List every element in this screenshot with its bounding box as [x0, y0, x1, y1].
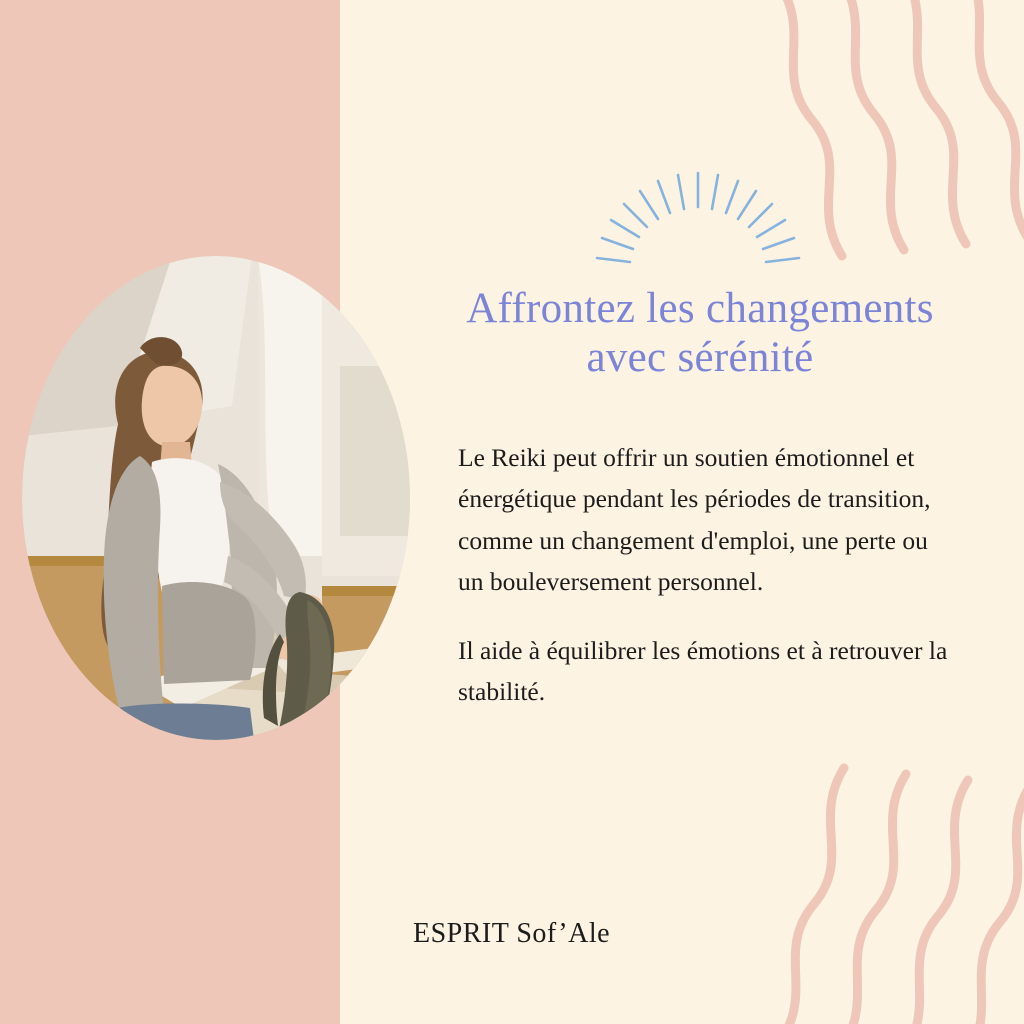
- wavy-lines-bottom-right: [750, 744, 1024, 1024]
- body-paragraph-2: Il aide à équilibrer les émotions et à retrouver la stabilité.: [458, 636, 948, 707]
- body-paragraph-1: Le Reiki peut offrir un soutien émotionnel et énergétique pendant les périodes de transition, comme un changement d'emploi, une perte ou un bouleversement personnel.: [458, 443, 931, 596]
- sunburst-rays: [583, 165, 813, 275]
- headline-line-2: avec sérénité: [586, 334, 814, 382]
- body-copy: [458, 437, 958, 713]
- photo-oval: [22, 256, 410, 740]
- brand-name: ESPRIT Sof’Ale: [413, 918, 611, 949]
- photo-illustration: [22, 256, 410, 740]
- headline: [400, 284, 1000, 382]
- headline-line-1: Affrontez les changements: [466, 285, 934, 332]
